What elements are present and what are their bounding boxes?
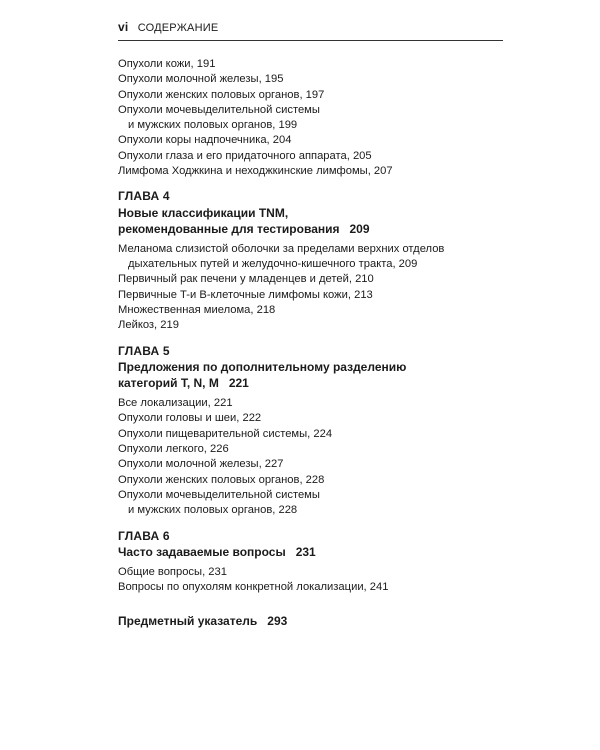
toc-entry[interactable]: [118, 242, 498, 273]
chapter-label: ГЛАВА 5: [118, 343, 170, 358]
chapter-title-line: рекомендованные для тестирования: [118, 221, 340, 236]
toc-entry[interactable]: [118, 88, 498, 103]
chapter-title[interactable]: [118, 205, 498, 237]
subject-index-entry[interactable]: [118, 614, 498, 629]
chapter-list: [118, 189, 498, 595]
toc-entry[interactable]: [118, 427, 498, 442]
toc-entry-text: Вопросы по опухолям конкретной локализации, 241: [118, 581, 389, 594]
chapter-label: ГЛАВА 6: [118, 528, 170, 543]
subject-index-page: 293: [267, 613, 288, 628]
toc-entry-text: Опухоли пищеварительной системы, 224: [118, 427, 333, 440]
toc-entry[interactable]: [118, 72, 498, 87]
toc-entry-text: Опухоли женских половых органов, 228: [118, 473, 325, 486]
toc-entry-text: Опухоли женских половых органов, 197: [118, 88, 325, 101]
toc-entry[interactable]: [118, 457, 498, 472]
toc-entry[interactable]: [118, 303, 498, 318]
chapter-title-line: категорий T, N, M: [118, 376, 219, 391]
toc-entry-text: Первичные T-и B-клеточные лимфомы кожи, 213: [118, 288, 373, 301]
chapter-title[interactable]: [118, 544, 498, 560]
toc-entry[interactable]: [118, 565, 498, 580]
toc-entry-text: Опухоли мочевыделительной системы: [118, 488, 320, 501]
chapter-page: 209: [349, 221, 370, 236]
toc-entry-text: Опухоли молочной железы, 195: [118, 73, 284, 86]
toc-entry-text: Опухоли кожи, 191: [118, 58, 216, 70]
toc-entry-text: и мужских половых органов, 228: [128, 504, 298, 517]
toc-entry-text: Множественная миелома, 218: [118, 304, 276, 317]
chapter-section: [118, 344, 498, 519]
chapter-title-line: Новые классификации TNM,: [118, 205, 289, 220]
toc-entry-text: Лейкоз, 219: [118, 319, 179, 332]
subject-index-title: Предметный указатель: [118, 613, 258, 628]
toc-entry-text: Опухоли головы и шеи, 222: [118, 412, 262, 425]
toc-entry-text: Первичный рак печени у младенцев и детей, 210: [118, 273, 374, 286]
toc-entry-text: Опухоли мочевыделительной системы: [118, 103, 320, 116]
intro-entries: [118, 57, 498, 179]
chapter-page: 231: [295, 545, 316, 560]
toc-entry-text: Общие вопросы, 231: [118, 566, 227, 579]
toc-entry[interactable]: [118, 396, 498, 411]
toc-entry[interactable]: [118, 164, 498, 179]
running-head: [118, 20, 503, 34]
header-rule: [118, 40, 503, 41]
toc-entry[interactable]: [118, 442, 498, 457]
chapter-section: [118, 189, 498, 333]
toc-entry-text: Опухоли молочной железы, 227: [118, 458, 284, 471]
toc-entry[interactable]: [118, 488, 498, 519]
toc-entry-text: Опухоли глаза и его придаточного аппарата, 205: [118, 149, 372, 162]
toc-entry[interactable]: [118, 133, 498, 148]
toc-entry-text: дыхательных путей и желудочно-кишечного тракта, 209: [128, 258, 418, 271]
chapter-title-line: Предложения по дополнительному разделению: [118, 360, 407, 375]
toc-entry[interactable]: [118, 288, 498, 303]
toc-entry-text: Опухоли коры надпочечника, 204: [118, 134, 292, 147]
chapter-label: ГЛАВА 4: [118, 189, 170, 204]
section-title: СОДЕРЖАНИЕ: [137, 22, 219, 34]
chapter-page: 221: [228, 376, 249, 391]
toc-entry[interactable]: [118, 411, 498, 426]
toc-entry-text: Меланома слизистой оболочки за пределами верхних отделов: [118, 242, 445, 255]
toc-entry[interactable]: [118, 103, 498, 134]
toc-entry-text: и мужских половых органов, 199: [128, 119, 298, 132]
toc-entry[interactable]: [118, 580, 498, 595]
chapter-section: [118, 529, 498, 596]
toc-entry[interactable]: [118, 318, 498, 333]
toc-entry-text: Лимфома Ходжкина и неходжкинские лимфомы, 207: [118, 165, 393, 178]
chapter-title-line: Часто задаваемые вопросы: [118, 545, 286, 560]
chapter-title[interactable]: [118, 359, 498, 391]
page-number: vi: [118, 20, 129, 34]
toc-entry-text: Опухоли легкого, 226: [118, 443, 229, 456]
toc-entry[interactable]: [118, 57, 498, 72]
table-of-contents: [118, 57, 498, 629]
toc-entry-text: Все локализации, 221: [118, 397, 233, 410]
toc-entry[interactable]: [118, 272, 498, 287]
toc-entry[interactable]: [118, 473, 498, 488]
toc-entry[interactable]: [118, 149, 498, 164]
